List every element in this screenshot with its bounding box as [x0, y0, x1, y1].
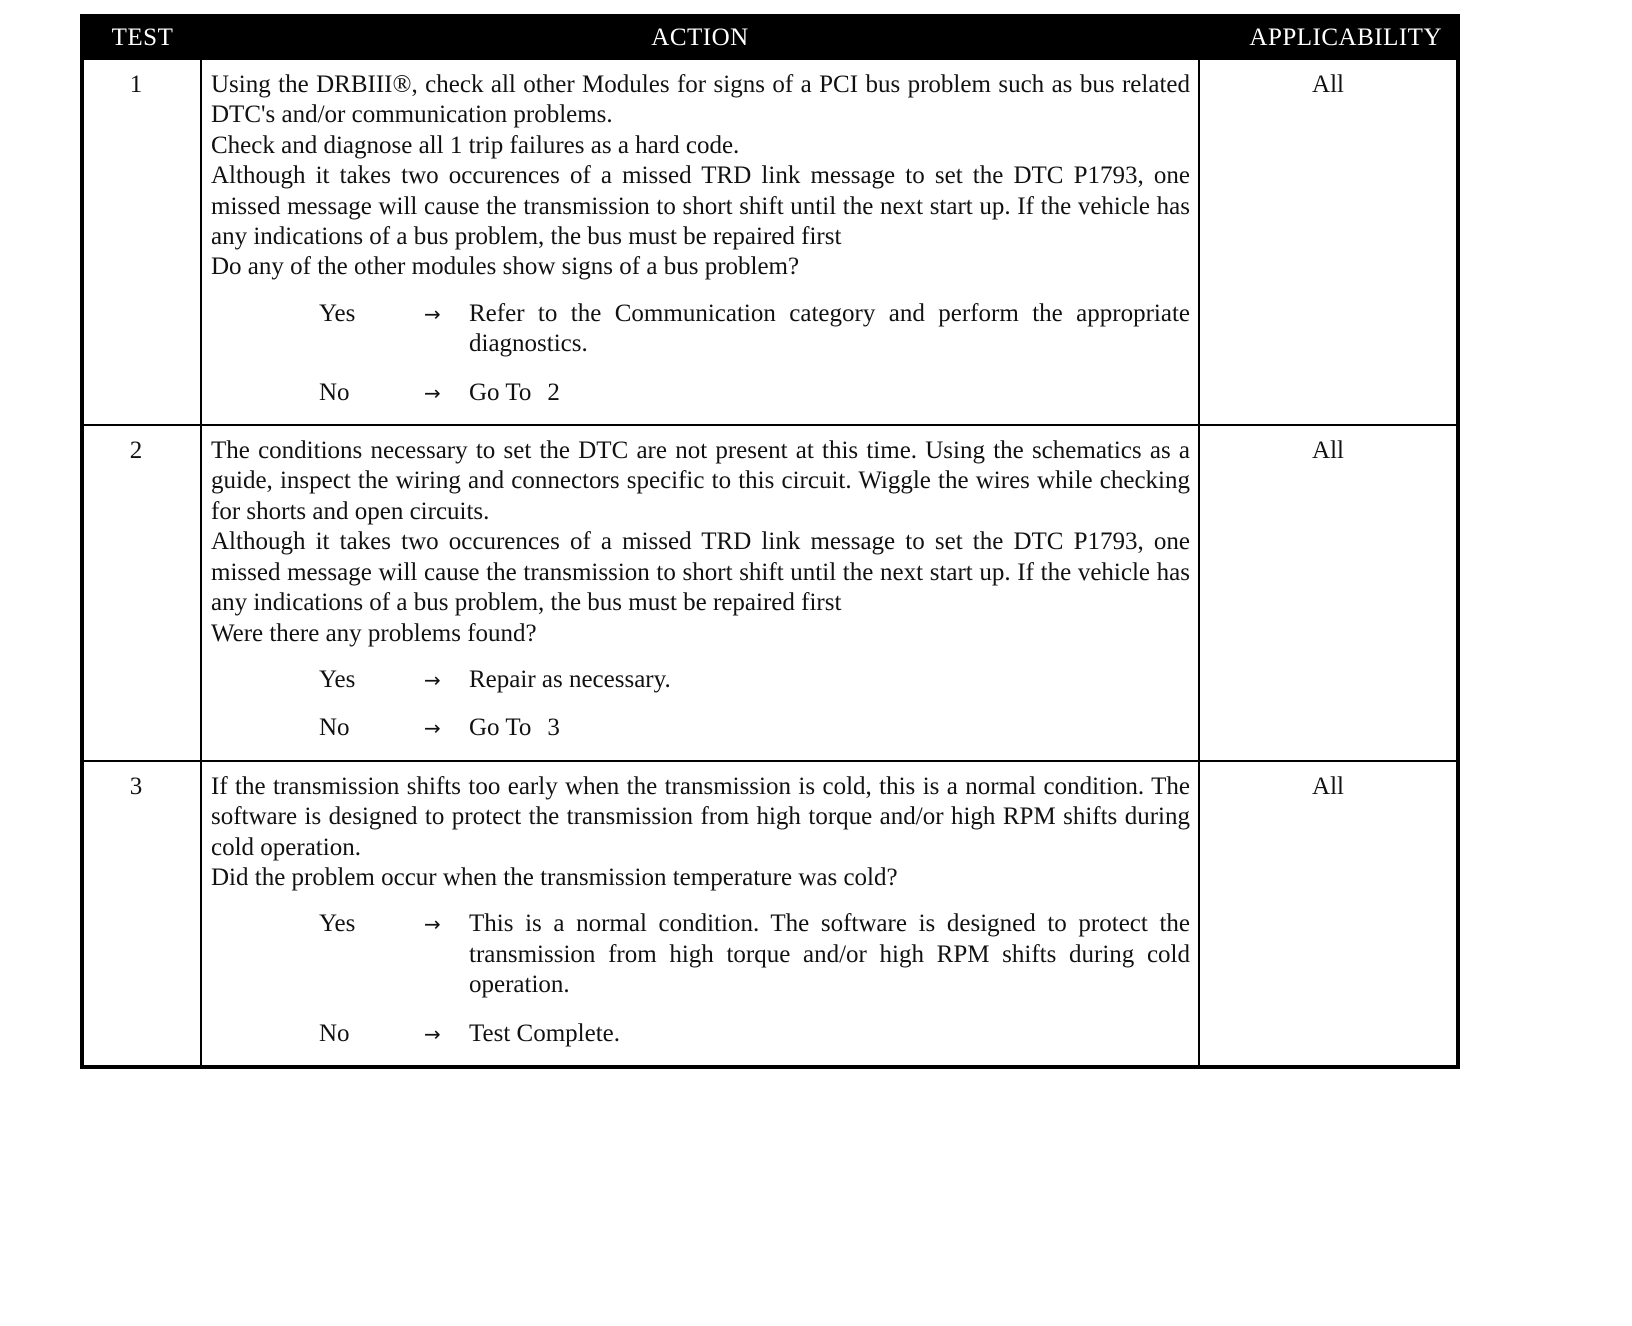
applicability-value: All: [1199, 59, 1458, 425]
no-label: No: [319, 714, 350, 742]
no-instruction: [469, 378, 1190, 408]
action-paragraph: Using the DRBIII®, check all other Modules for signs of a PCI bus problem such as bus related DTC's and/or communication problems.: [211, 71, 1190, 129]
table-row: [82, 59, 1458, 425]
yes-label: Yes: [319, 910, 356, 938]
right-arrow-icon: →: [424, 1021, 441, 1046]
no-instruction: Test Complete.: [469, 1019, 621, 1047]
goto-text: Go To: [469, 714, 532, 742]
right-arrow-icon: →: [424, 301, 441, 326]
test-number: 1: [82, 59, 201, 425]
table-header: [82, 16, 1458, 59]
right-arrow-icon: →: [424, 716, 441, 741]
action-question: Were there any problems found?: [211, 619, 537, 647]
yes-label: Yes: [319, 665, 356, 693]
yes-instruction: This is a normal condition. The software is designed to protect the transmission from high torque and/or high RPM shifts during cold operation.: [469, 910, 1190, 999]
action-question: Did the problem occur when the transmission temperature was cold?: [211, 863, 898, 891]
action-cell: [201, 59, 1199, 425]
yes-instruction: Repair as necessary.: [469, 665, 671, 693]
table-row: [82, 761, 1458, 1067]
right-arrow-icon: →: [424, 912, 441, 937]
header-action: ACTION: [201, 16, 1199, 59]
goto-test-number: 3: [547, 714, 560, 742]
yes-instruction: Refer to the Communication category and perform the appropriate diagnostics.: [469, 299, 1190, 358]
goto-text: Go To: [469, 378, 532, 406]
right-arrow-icon: →: [424, 667, 441, 692]
action-paragraph: If the transmission shifts too early when the transmission is cold, this is a normal condition. The software is designed to protect the transmission from high torque and/or high RPM shifts during cold operation.: [211, 772, 1190, 861]
action-cell: [201, 761, 1199, 1067]
test-number: 3: [82, 761, 201, 1067]
header-row: [82, 16, 1458, 59]
yes-answer: [211, 299, 1190, 360]
action-question: Do any of the other modules show signs of a bus problem?: [211, 253, 800, 281]
yes-label: Yes: [319, 299, 356, 327]
no-label: No: [319, 378, 350, 406]
action-paragraph: Check and diagnose all 1 trip failures as a hard code.: [211, 131, 740, 159]
answer-list: [211, 909, 1190, 1049]
header-applicability: APPLICABILITY: [1199, 16, 1458, 59]
no-answer: [211, 1019, 1190, 1049]
action-cell: [201, 425, 1199, 761]
answer-list: [211, 665, 1190, 744]
no-instruction: [469, 713, 1190, 743]
applicability-value: All: [1199, 425, 1458, 761]
yes-answer: [211, 665, 1190, 695]
header-test: TEST: [82, 16, 201, 59]
yes-answer: [211, 909, 1190, 1000]
no-answer: [211, 378, 1190, 408]
no-answer: [211, 713, 1190, 743]
right-arrow-icon: →: [424, 380, 441, 405]
diagnostic-test-table: [80, 14, 1460, 1069]
answer-list: [211, 299, 1190, 408]
action-paragraph: Although it takes two occurences of a missed TRD link message to set the DTC P1793, one missed message will cause the transmission to short shift until the next start up. If the vehicle has any indications of a bus problem, the bus must be repaired first: [211, 162, 1190, 251]
test-number: 2: [82, 425, 201, 761]
goto-test-number: 2: [547, 378, 560, 406]
applicability-value: All: [1199, 761, 1458, 1067]
no-label: No: [319, 1019, 350, 1047]
action-paragraph: Although it takes two occurences of a missed TRD link message to set the DTC P1793, one missed message will cause the transmission to short shift until the next start up. If the vehicle has any indications of a bus problem, the bus must be repaired first: [211, 528, 1190, 617]
table-row: [82, 425, 1458, 761]
action-paragraph: The conditions necessary to set the DTC are not present at this time. Using the schematics as a guide, inspect the wiring and connectors specific to this circuit. Wiggle the wires while checking for shorts and open circuits.: [211, 437, 1190, 525]
